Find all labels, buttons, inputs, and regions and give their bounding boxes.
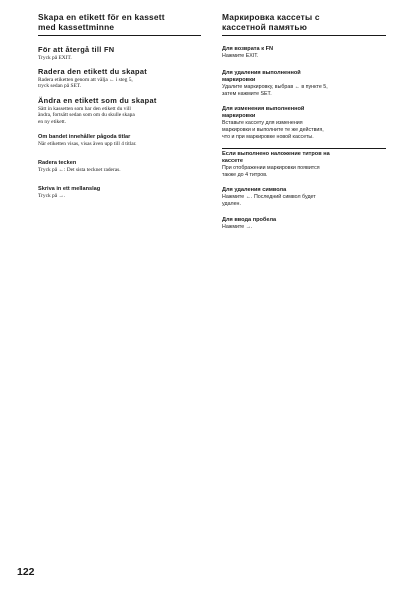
right-column — [222, 12, 386, 231]
right-section-return-fn — [222, 46, 386, 60]
left-section-line: ändra, fortsätt sedan som om du skulle skapa — [38, 112, 135, 119]
left-section-line: Radera etiketten genom att välja ← i steg 5, — [38, 76, 133, 83]
left-section-line: Tryck på EXIT. — [38, 54, 72, 61]
right-section-titles-note — [222, 148, 386, 179]
right-section-insert-space — [222, 217, 386, 231]
left-section-delete-char — [38, 160, 201, 174]
right-section-line: затем нажмите SET. — [222, 90, 272, 97]
left-title-line-1: Skapa en etikett för en kassett — [38, 12, 165, 22]
left-section-titles-note — [38, 134, 201, 148]
left-column — [38, 12, 201, 199]
left-section-heading: Skriva in ett mellanslag — [38, 185, 101, 192]
left-section-line: Tryck på →. — [38, 192, 66, 199]
right-section-heading: Если выполнено наложение титров на — [222, 150, 330, 157]
left-section-heading: Om bandet innehåller pågoda titlar — [38, 134, 131, 141]
left-section-heading: För att återgå till FN — [38, 45, 115, 54]
left-section-line: När etiketten visas, visas även upp till 4 titlar. — [38, 141, 137, 148]
right-title-line-1: Маркировка кассеты с — [222, 12, 320, 22]
right-section-heading: Для возврата к FN — [222, 46, 274, 52]
left-section-heading: Radera tecken — [38, 159, 77, 166]
right-section-line: Нажмите ←. Последний символ будет — [222, 194, 316, 201]
left-title-line-2: med kassettminne — [38, 22, 115, 32]
right-title-line-2: кассетной памятью — [222, 22, 308, 32]
left-section-heading: Ändra en etikett som du skapat — [38, 95, 157, 105]
right-section-change-label — [222, 106, 386, 140]
right-section-heading: Для удаления выполненной — [222, 69, 301, 76]
right-column-title — [222, 12, 386, 36]
left-section-line: Sätt in kassetten som har den etikett du vill — [38, 105, 131, 112]
right-section-heading: маркировки — [222, 113, 256, 120]
right-section-line: удален. — [222, 201, 241, 208]
right-section-heading: маркировки — [222, 76, 256, 83]
left-section-insert-space — [38, 186, 201, 200]
left-column-title — [38, 12, 201, 36]
left-section-line: tryck sedan på SET. — [38, 83, 82, 90]
right-section-line: Удалите маркировку, выбрав ← в пункте 5, — [222, 83, 328, 90]
left-section-change-label — [38, 97, 201, 125]
right-section-line: Вставьте кассету для изменения — [222, 120, 303, 127]
left-section-line: Tryck på ←: Det sista tecknet raderas. — [38, 166, 121, 173]
right-section-line: При отображении маркировки появится — [222, 164, 320, 171]
right-section-line: также до 4 титров. — [222, 171, 268, 178]
right-section-line: Нажмите →. — [222, 223, 253, 230]
left-section-line: en ny etikett. — [38, 118, 66, 125]
right-section-line: маркировки и выполните те же действия, — [222, 127, 324, 134]
page-number: 122 — [17, 566, 35, 578]
right-section-heading: кассете — [222, 157, 244, 164]
right-section-line: Нажмите EXIT. — [222, 53, 259, 59]
left-section-return-fn — [38, 46, 201, 61]
right-section-heading: Для удаления символа — [222, 187, 287, 194]
left-section-heading: Radera den etikett du skapat — [38, 67, 148, 77]
right-section-line: что и при маркировке новой кассеты. — [222, 133, 314, 140]
right-section-heading: Для изменения выполненной — [222, 106, 305, 113]
right-section-heading: Для ввода пробела — [222, 216, 277, 223]
left-section-delete-label — [38, 68, 201, 90]
right-section-delete-char — [222, 187, 386, 208]
right-section-delete-label — [222, 70, 386, 98]
